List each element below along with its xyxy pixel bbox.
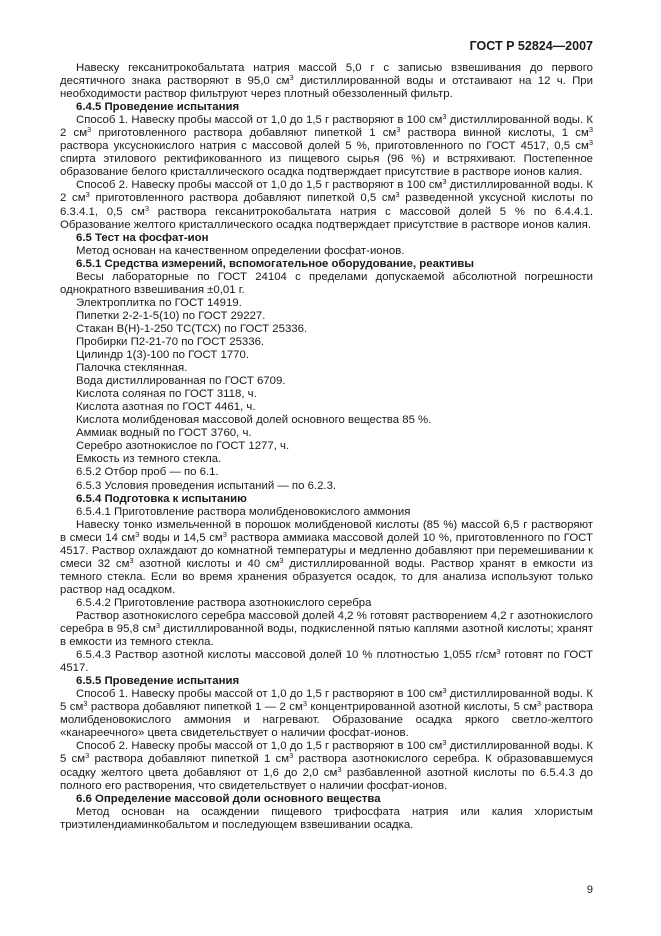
section-heading: 6.5.5 Проведение испытания [76,675,240,688]
list-line: Цилиндр 1(3)-100 по ГОСТ 1770. [76,349,249,362]
section-heading: 6.4.5 Проведение испытания [76,101,240,114]
paragraph: Способ 1. Навеску пробы массой от 1,0 до 1,5 г растворяют в 100 $см^3$ дистиллированной воды. К 2 $см^3$ приготовленного раствора добавляют пипеткой 1 $см^3$ раствора винной кислоты, 1 $см^3$ раствора уксуснокислого натрия с массовой долей 5 %, приготовленного по ГОСТ 4517, 0,5 $см^3$ спирта этилового ректификованного из пищевого сырья (96 %) и встряхивают. Постепенное образование белого кристаллического осадка подтверждает присутствие в растворе ионов калия. [60,112,593,179]
paragraph: Весы лабораторные по ГОСТ 24104 с пределами допускаемой абсолютной погрешности однократного взвешивания ±0,01 г. [60,270,593,296]
section-heading: 6.5 Тест на фосфат-ион [76,231,209,244]
paragraph: Метод основан на осаждении пищевого трифосфата натрия или калия хлористым триэтилендиаминкобальтом и последующем взвешивании осадка. [60,805,593,831]
paragraph: Навеску гексанитрокобальтата натрия массой 5,0 г с записью взвешивания до первого десятичного знака растворяют в 95,0 $см^3$ дистиллированной воды и отстаивают на 12 ч. При необходимости раствор фильтруют через плотный обеззоленный фильтр. [60,62,594,101]
list-line: Вода дистиллированная по ГОСТ 6709. [76,375,286,388]
paragraph: Навеску тонко измельченной в порошок молибденовой кислоты (85 %) массой 6,5 г растворяют в смеси 14 $см^3$ воды и 14,5 $см^3$ раствора аммиака массовой долей 10 %, приготовленного по ГОСТ 4517. Раствор охлаждают до комнатной температуры и медленно добавляют при перемешивании к смеси 32 $см^3$ азотной кислоты и 40 $см^3$ дистиллированной воды. Раствор хранят в емкости из темного стекла. Если во время хранения образуется осадок, то для анализа используют только раствор над осадком. [60,518,593,596]
paragraph: Способ 2. Навеску пробы массой от 1,0 до 1,5 г растворяют в 100 $см^3$ дистиллированной воды. К 5 $см^3$ раствора добавляют пипеткой 1 $см^3$ раствора азотнокислого серебра. К образовавшемуся осадку желтого цвета добавляют от 1,6 до 2,0 $см^3$ разбавленной азотной кислоты по 6.5.4.3 до полного его растворения, что свидетельствует о наличии фосфат-ионов. [60,738,593,792]
list-line: Аммиак водный по ГОСТ 3760, ч. [76,427,252,440]
list-line: 6.5.3 Условия проведения испытаний — по 6.2.3. [76,479,337,492]
list-line: Серебро азотнокислое по ГОСТ 1277, ч. [76,440,290,453]
page-number: 9 [586,884,593,896]
section-heading: 6.5.4 Подготовка к испытанию [76,492,247,505]
list-line: 6.5.4.2 Приготовление раствора азотнокислого серебра [76,596,372,609]
list-line: Кислота азотная по ГОСТ 4461, ч. [76,401,256,414]
document-header: ГОСТ Р 52824—2007 [469,39,593,53]
list-line: Кислота молибденовая массовой долей основного вещества 85 %. [76,414,432,427]
paragraph: 6.5.4.3 Раствор азотной кислоты массовой долей 10 % плотностью 1,055 $г/см^3$ готовят по ГОСТ 4517. [60,647,593,675]
list-line: Электроплитка по ГОСТ 14919. [76,296,242,309]
paragraph: Способ 1. Навеску пробы массой от 1,0 до 1,5 г растворяют в 100 $см^3$ дистиллированной воды. К 5 $см^3$ раствора добавляют пипеткой 1 — 2 $см^3$ концентрированной азотной кислоты, 5 $см^3$ раствора молибденовокислого аммония и нагревают. Образование осадка яркого светло-желтого «канареечного» цвета свидетельствует о наличии фосфат-ионов. [60,686,594,740]
paragraph: Способ 2. Навеску пробы массой от 1,0 до 1,5 г растворяют в 100 $см^3$ дистиллированной воды. К 2 $см^3$ приготовленного раствора добавляют пипеткой 0,5 $см^3$ разведенной уксусной кислоты по 6.3.4.1, 0,5 $см^3$ раствора гексанитрокобальтата натрия с массовой долей 5 % по 6.4.4.1. Образование желтого кристаллического осадка подтверждает присутствие в растворе ионов калия. [60,177,593,231]
section-heading: 6.5.1 Средства измерений, вспомогательное оборудование, реактивы [76,257,474,270]
list-line: Стакан В(Н)-1-250 ТС(ТСХ) по ГОСТ 25336. [76,322,308,335]
list-line: Кислота соляная по ГОСТ 3118, ч. [76,388,257,401]
section-heading: 6.6 Определение массовой доли основного вещества [76,792,381,805]
document-body [60,62,593,832]
list-line: Палочка стеклянная. [76,362,188,375]
list-line: Емкость из темного стекла. [76,453,222,466]
list-line: Пипетки 2-2-1-5(10) по ГОСТ 29227. [76,309,266,322]
paragraph: Метод основан на качественном определении фосфат-ионов. [76,244,405,257]
paragraph: Раствор азотнокислого серебра массовой долей 4,2 % готовят растворением 4,2 г азотнокислого серебра в 95,8 $см^3$ дистиллированной воды, подкисленной пятью каплями азотной кислоты; хранят в емкости из темного стекла. [60,609,593,649]
list-line: 6.5.4.1 Приготовление раствора молибденовокислого аммония [76,505,411,518]
list-line: Пробирки П2-21-70 по ГОСТ 25336. [76,335,265,348]
list-line: 6.5.2 Отбор проб — по 6.1. [76,466,219,479]
